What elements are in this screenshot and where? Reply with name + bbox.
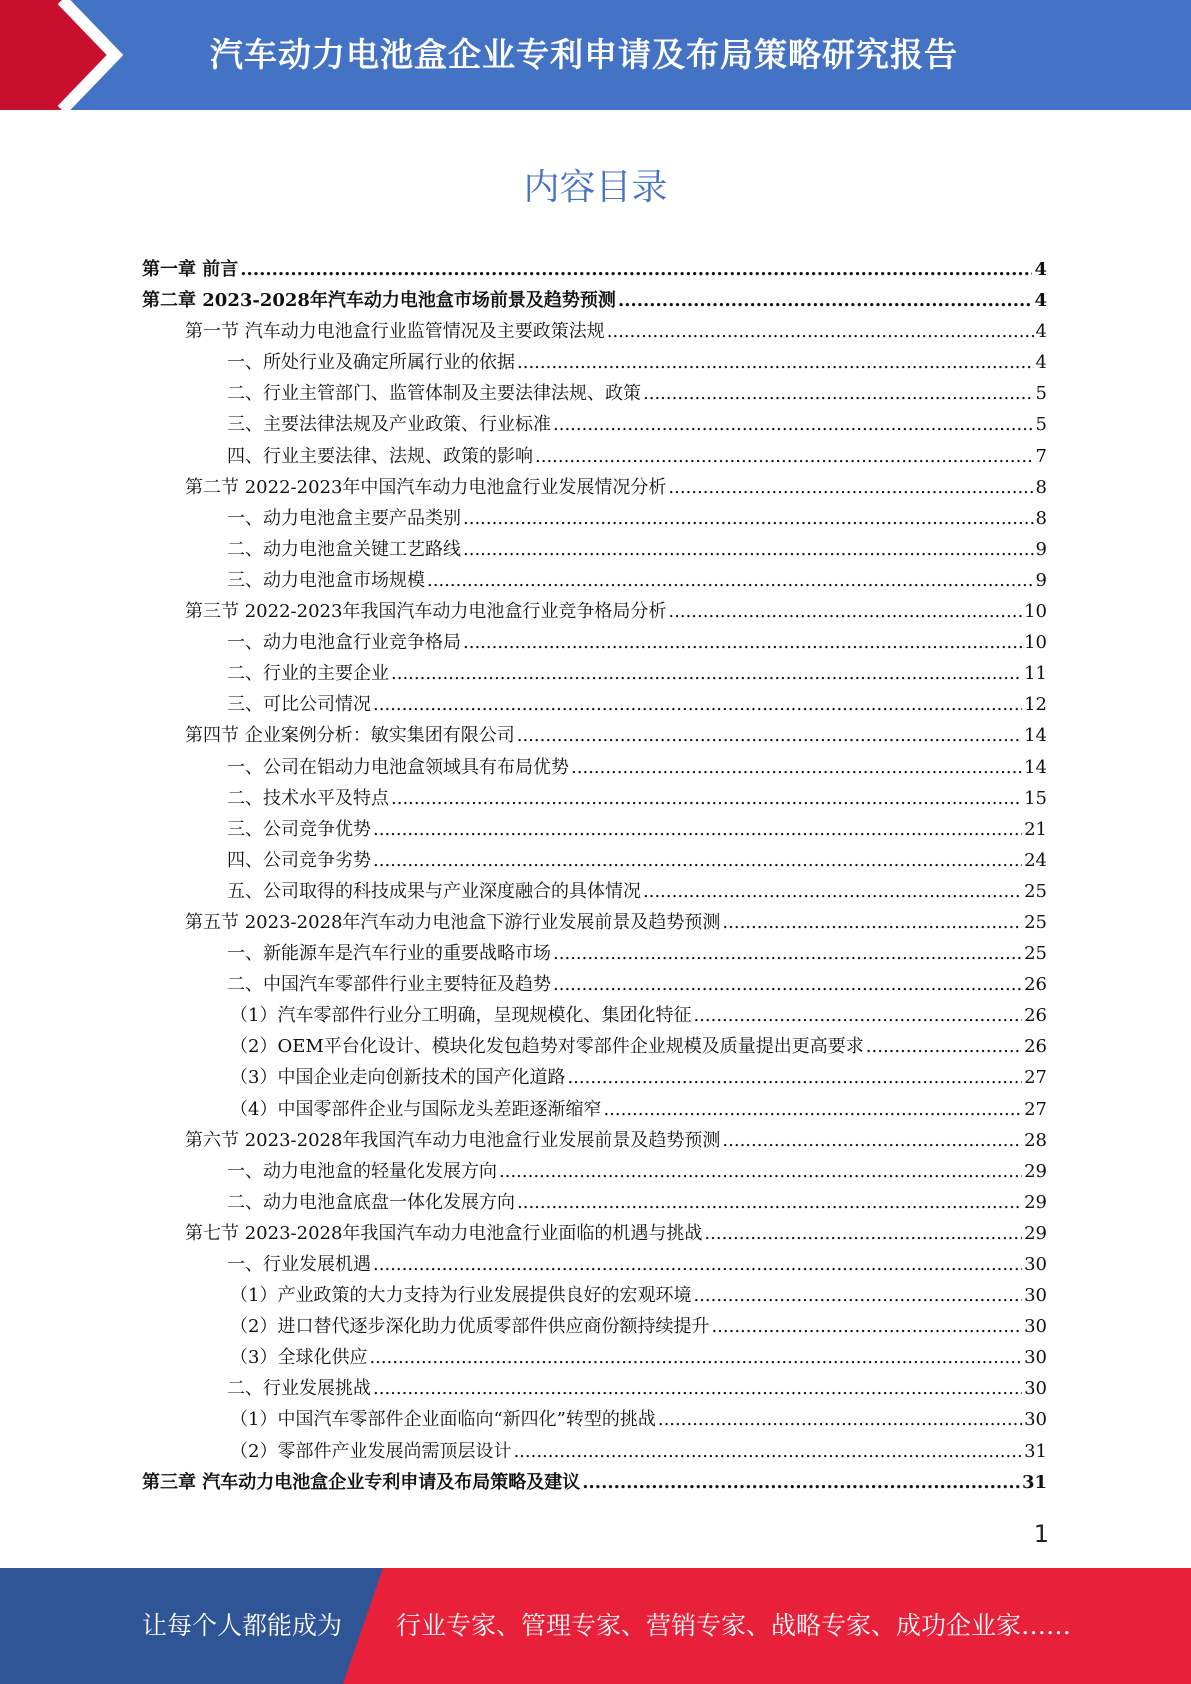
toc-entry[interactable] [142,1218,1047,1249]
toc-entry-page: 30 [1024,1316,1047,1338]
toc-entry[interactable] [142,627,1047,658]
dot-leader [567,1062,1022,1093]
toc-entry-title: 三、主要法律法规及产业政策、行业标准 [227,414,551,436]
toc-entry-title: （1）汽车零部件行业分工明确，呈现规模化、集团化特征 [230,1005,692,1027]
page-title: 内容目录 [523,167,668,208]
toc-entry[interactable] [142,689,1047,720]
toc-entry-title: （3）全球化供应 [230,1347,368,1369]
toc-entry-page: 30 [1024,1254,1047,1275]
toc-entry[interactable] [142,938,1047,969]
toc-entry-title: （2）OEM平台化设计、模块化发包趋势对零部件企业规模及质量提出更高要求 [230,1036,864,1058]
toc-entry[interactable] [142,1467,1047,1498]
dot-leader [517,1187,1022,1218]
header-red-arrow [0,0,150,110]
dot-leader [693,1280,1022,1311]
footer-slogan-left: 让每个人都能成为 [142,1611,343,1640]
toc-entry-page: 10 [1024,632,1047,654]
toc-entry[interactable] [142,534,1047,565]
toc-entry-page: 12 [1024,694,1047,716]
dot-leader [373,1373,1022,1404]
toc-entry[interactable] [142,1280,1047,1311]
page-number: 1 [1033,1520,1049,1548]
toc-entry-title: （3）中国企业走向创新技术的国产化道路 [230,1067,566,1089]
toc-entry-page: 5 [1035,383,1047,405]
toc-entry-page: 8 [1035,476,1047,498]
toc-entry[interactable] [142,254,1047,285]
toc-entry-title: 第六节 2023-2028年我国汽车动力电池盒行业发展前景及趋势预测 [185,1129,721,1151]
toc-entry[interactable] [142,876,1047,907]
dot-leader [373,1249,1022,1280]
toc-entry-title: 第七节 2023-2028年我国汽车动力电池盒行业面临的机遇与挑战 [185,1222,703,1244]
toc-entry-page: 15 [1024,787,1047,809]
toc-entry-title: （2）进口替代逐步深化助力优质零部件供应商份额持续提升 [230,1316,710,1338]
toc-entry-title: 一、行业发展机遇 [227,1254,371,1275]
dot-leader [517,347,1034,378]
toc-entry-title: 五、公司取得的科技成果与产业深度融合的具体情况 [227,880,641,902]
toc-entry-page: 21 [1024,818,1047,840]
dot-leader [391,783,1022,814]
toc-entry-title: 三、动力电池盒市场规模 [227,569,425,591]
toc-entry[interactable] [142,503,1047,534]
toc-entry-title: 二、动力电池盒关键工艺路线 [227,538,461,560]
toc-entry-page: 7 [1035,445,1047,467]
toc-entry[interactable] [142,1373,1047,1404]
toc-entry-title: 第二章 2023-2028年汽车动力电池盒市场前景及趋势预测 [142,290,616,312]
toc-entry-title: 第五节 2023-2028年汽车动力电池盒下游行业发展前景及趋势预测 [185,911,721,933]
toc-entry-page: 14 [1024,756,1047,778]
toc-entry-page: 30 [1024,1285,1047,1307]
toc-entry-page: 9 [1035,569,1047,591]
toc-entry-title: （1）产业政策的大力支持为行业发展提供良好的宏观环境 [230,1285,692,1307]
dot-leader [517,720,1022,751]
toc-entry-title: 一、动力电池盒的轻量化发展方向 [227,1160,497,1182]
dot-leader [373,814,1022,845]
toc-entry[interactable] [142,316,1047,347]
toc-entry-title: 二、动力电池盒底盘一体化发展方向 [227,1191,515,1213]
toc-entry-title: （2）零部件产业发展尚需顶层设计 [230,1440,512,1462]
toc-entry-page: 31 [1024,1440,1047,1462]
toc-entry-page: 31 [1021,1471,1047,1493]
toc-entry-title: 二、行业主管部门、监管体制及主要法律法规、政策 [227,383,641,405]
dot-leader [693,1000,1022,1031]
toc-entry-page: 27 [1024,1067,1047,1089]
toc-entry[interactable] [142,378,1047,409]
toc-entry-title: 二、中国汽车零部件行业主要特征及趋势 [227,974,551,996]
toc-entry[interactable] [142,1031,1047,1062]
toc-entry[interactable] [142,845,1047,876]
dot-leader [553,938,1022,969]
dot-leader [658,1404,1022,1435]
dot-leader [373,845,1022,876]
header-band [0,0,1191,110]
toc-entry[interactable] [142,814,1047,845]
dot-leader [704,1218,1022,1249]
toc-entry[interactable] [142,1156,1047,1187]
dot-leader [643,876,1022,907]
dot-leader [513,1436,1022,1467]
toc-entry-page: 28 [1024,1129,1047,1151]
toc-entry-page: 14 [1024,725,1047,747]
dot-leader [866,1031,1022,1062]
toc-entry-title: 一、公司在铝动力电池盒领域具有布局优势 [227,756,569,778]
toc-entry-page: 10 [1024,601,1047,623]
toc-entry-page: 9 [1035,538,1047,560]
toc-entry-page: 24 [1024,849,1047,871]
toc-entry-title: （1）中国汽车零部件企业面临向“新四化”转型的挑战 [230,1409,656,1431]
toc-entry[interactable] [142,285,1047,316]
toc-entry-title: 一、所处行业及确定所属行业的依据 [227,352,515,374]
toc-entry[interactable] [142,783,1047,814]
toc-entry-page: 4 [1034,290,1047,312]
toc-entry-page: 26 [1024,1005,1047,1027]
toc-entry-page: 4 [1035,321,1047,343]
toc-entry[interactable] [142,1094,1047,1125]
dot-leader [618,285,1033,316]
toc-entry-page: 25 [1024,911,1047,933]
dot-leader [463,503,1034,534]
toc-entry[interactable] [142,1436,1047,1467]
dot-leader [499,1156,1022,1187]
dot-leader [391,658,1022,689]
toc-entry-page: 29 [1024,1191,1047,1213]
toc-entry-title: 四、公司竞争劣势 [227,849,371,871]
dot-leader [607,316,1034,347]
toc-entry-page: 30 [1024,1409,1047,1431]
dot-leader [427,565,1034,596]
toc-entry[interactable] [142,347,1047,378]
toc-entry-title: 第三节 2022-2023年我国汽车动力电池盒行业竞争格局分析 [185,601,667,623]
toc-entry-page: 25 [1024,880,1047,902]
toc-entry[interactable] [142,907,1047,938]
toc-entry[interactable] [142,1000,1047,1031]
toc-entry-title: 二、技术水平及特点 [227,787,389,809]
dot-leader [711,1311,1022,1342]
dot-leader [553,969,1022,1000]
dot-leader [643,378,1034,409]
toc-entry[interactable] [142,1187,1047,1218]
dot-leader [463,627,1022,658]
dot-leader [722,907,1022,938]
toc-entry[interactable] [142,720,1047,751]
dot-leader [668,472,1033,503]
toc-entry-title: 第二节 2022-2023年中国汽车动力电池盒行业发展情况分析 [185,476,667,498]
footer-slogan-right: 行业专家、管理专家、营销专家、战略专家、成功企业家…… [396,1611,1072,1640]
toc-entry[interactable] [142,1342,1047,1373]
dot-leader [571,752,1022,783]
toc-entry-page: 30 [1024,1378,1047,1400]
toc-entry-page: 26 [1024,974,1047,996]
toc-entry[interactable] [142,1404,1047,1435]
toc-entry-page: 4 [1034,259,1047,280]
toc-entry-page: 4 [1035,352,1047,374]
dot-leader [535,441,1034,472]
toc-entry-title: 第四节 企业案例分析：敏实集团有限公司 [185,725,515,747]
dot-leader [603,1094,1022,1125]
toc-entry-title: 第一节 汽车动力电池盒行业监管情况及主要政策法规 [185,321,605,343]
dot-leader [668,596,1022,627]
toc-entry-page: 26 [1024,1036,1047,1058]
toc-entry[interactable] [142,565,1047,596]
toc-entry-title: 一、新能源车是汽车行业的重要战略市场 [227,943,551,965]
dot-leader [463,534,1034,565]
toc-entry-title: 一、动力电池盒行业竞争格局 [227,632,461,654]
toc-entry-page: 27 [1024,1098,1047,1120]
toc-entry[interactable] [142,596,1047,627]
toc-entry[interactable] [142,752,1047,783]
toc-entry[interactable] [142,1311,1047,1342]
toc-entry-page: 25 [1024,943,1047,965]
toc-entry-title: 第一章 前言 [142,259,239,280]
dot-leader [240,254,1032,285]
toc-entry[interactable] [142,441,1047,472]
toc-entry-title: （4）中国零部件企业与国际龙头差距逐渐缩窄 [230,1098,602,1120]
toc-entry[interactable] [142,409,1047,440]
toc-entry[interactable] [142,658,1047,689]
footer-band [0,1568,1191,1684]
dot-leader [553,409,1034,440]
toc-entry-title: 二、行业发展挑战 [227,1378,371,1400]
toc-entry-page: 11 [1024,663,1047,685]
toc-entry-page: 5 [1035,414,1047,436]
report-title: 汽车动力电池盒企业专利申请及布局策略研究报告 [210,35,958,74]
toc-entry[interactable] [142,1062,1047,1093]
toc-entry-title: 第三章 汽车动力电池盒企业专利申请及布局策略及建议 [142,1471,581,1493]
dot-leader [722,1125,1022,1156]
toc-entry[interactable] [142,969,1047,1000]
toc-entry-title: 四、行业主要法律、法规、政策的影响 [227,445,533,467]
toc-entry[interactable] [142,1249,1047,1280]
toc-entry[interactable] [142,1125,1047,1156]
toc-entry-title: 三、公司竞争优势 [227,818,371,840]
toc-entry-title: 二、行业的主要企业 [227,663,389,685]
toc-entry-title: 三、可比公司情况 [227,694,371,716]
toc-entry-title: 一、动力电池盒主要产品类别 [227,507,461,529]
table-of-contents [142,254,1047,1498]
toc-entry-page: 29 [1024,1222,1047,1244]
toc-entry[interactable] [142,472,1047,503]
toc-entry-page: 8 [1035,507,1047,529]
toc-entry-page: 29 [1024,1160,1047,1182]
toc-entry-page: 30 [1024,1347,1047,1369]
dot-leader [373,689,1022,720]
dot-leader [369,1342,1022,1373]
dot-leader [582,1467,1020,1498]
